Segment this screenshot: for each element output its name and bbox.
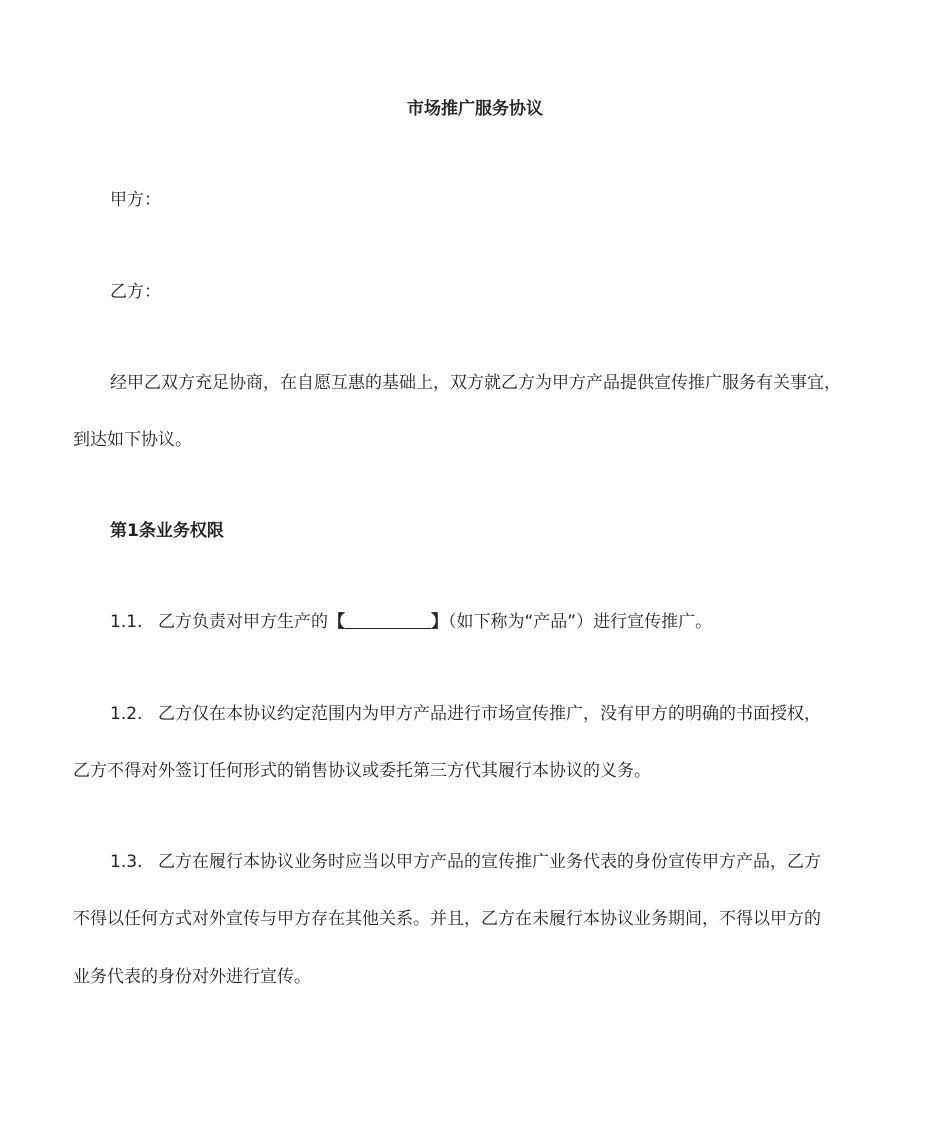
preamble-line-1: 经甲乙双方充足协商，在自愿互惠的基础上，双方就乙方为甲方产品提供宣传推广服务有关事宜， [110, 373, 841, 393]
party-b-label: 乙方： [110, 282, 161, 302]
bracket-close: 】 [431, 612, 448, 632]
clause-number: 1.2. [110, 704, 143, 724]
product-blank-field [345, 611, 431, 629]
document-title: 市场推广服务协议 [407, 99, 543, 119]
clause-text: 乙方在履行本协议业务时应当以甲方产品的宣传推广业务代表的身份宣传甲方产品，乙方 [158, 852, 821, 872]
clause-text-after: （如下称为“产品”）进行宣传推广。 [448, 612, 713, 632]
party-a-label: 甲方： [110, 190, 161, 210]
clause-1-1 [110, 610, 712, 634]
clause-1-3-line-2: 不得以任何方式对外宣传与甲方存在其他关系。并且，乙方在未履行本协议业务期间，不得以甲方的 [73, 909, 821, 929]
bracket-open: 【 [328, 612, 345, 632]
clause-number: 1.3. [110, 852, 143, 872]
preamble-line-2: 到达如下协议。 [73, 430, 192, 450]
clause-1-3-line-1 [110, 850, 821, 874]
clause-1-3-line-3: 业务代表的身份对外进行宣传。 [73, 967, 311, 987]
clause-number: 1.1. [110, 612, 143, 632]
clause-1-2-line-1 [110, 702, 821, 726]
article-1-heading: 第1条业务权限 [110, 521, 224, 541]
clause-text-before: 乙方负责对甲方生产的 [158, 612, 328, 632]
clause-text: 乙方仅在本协议约定范围内为甲方产品进行市场宣传推广，没有甲方的明确的书面授权， [158, 704, 821, 724]
clause-1-2-line-2: 乙方不得对外签订任何形式的销售协议或委托第三方代其履行本协议的义务。 [73, 761, 651, 781]
